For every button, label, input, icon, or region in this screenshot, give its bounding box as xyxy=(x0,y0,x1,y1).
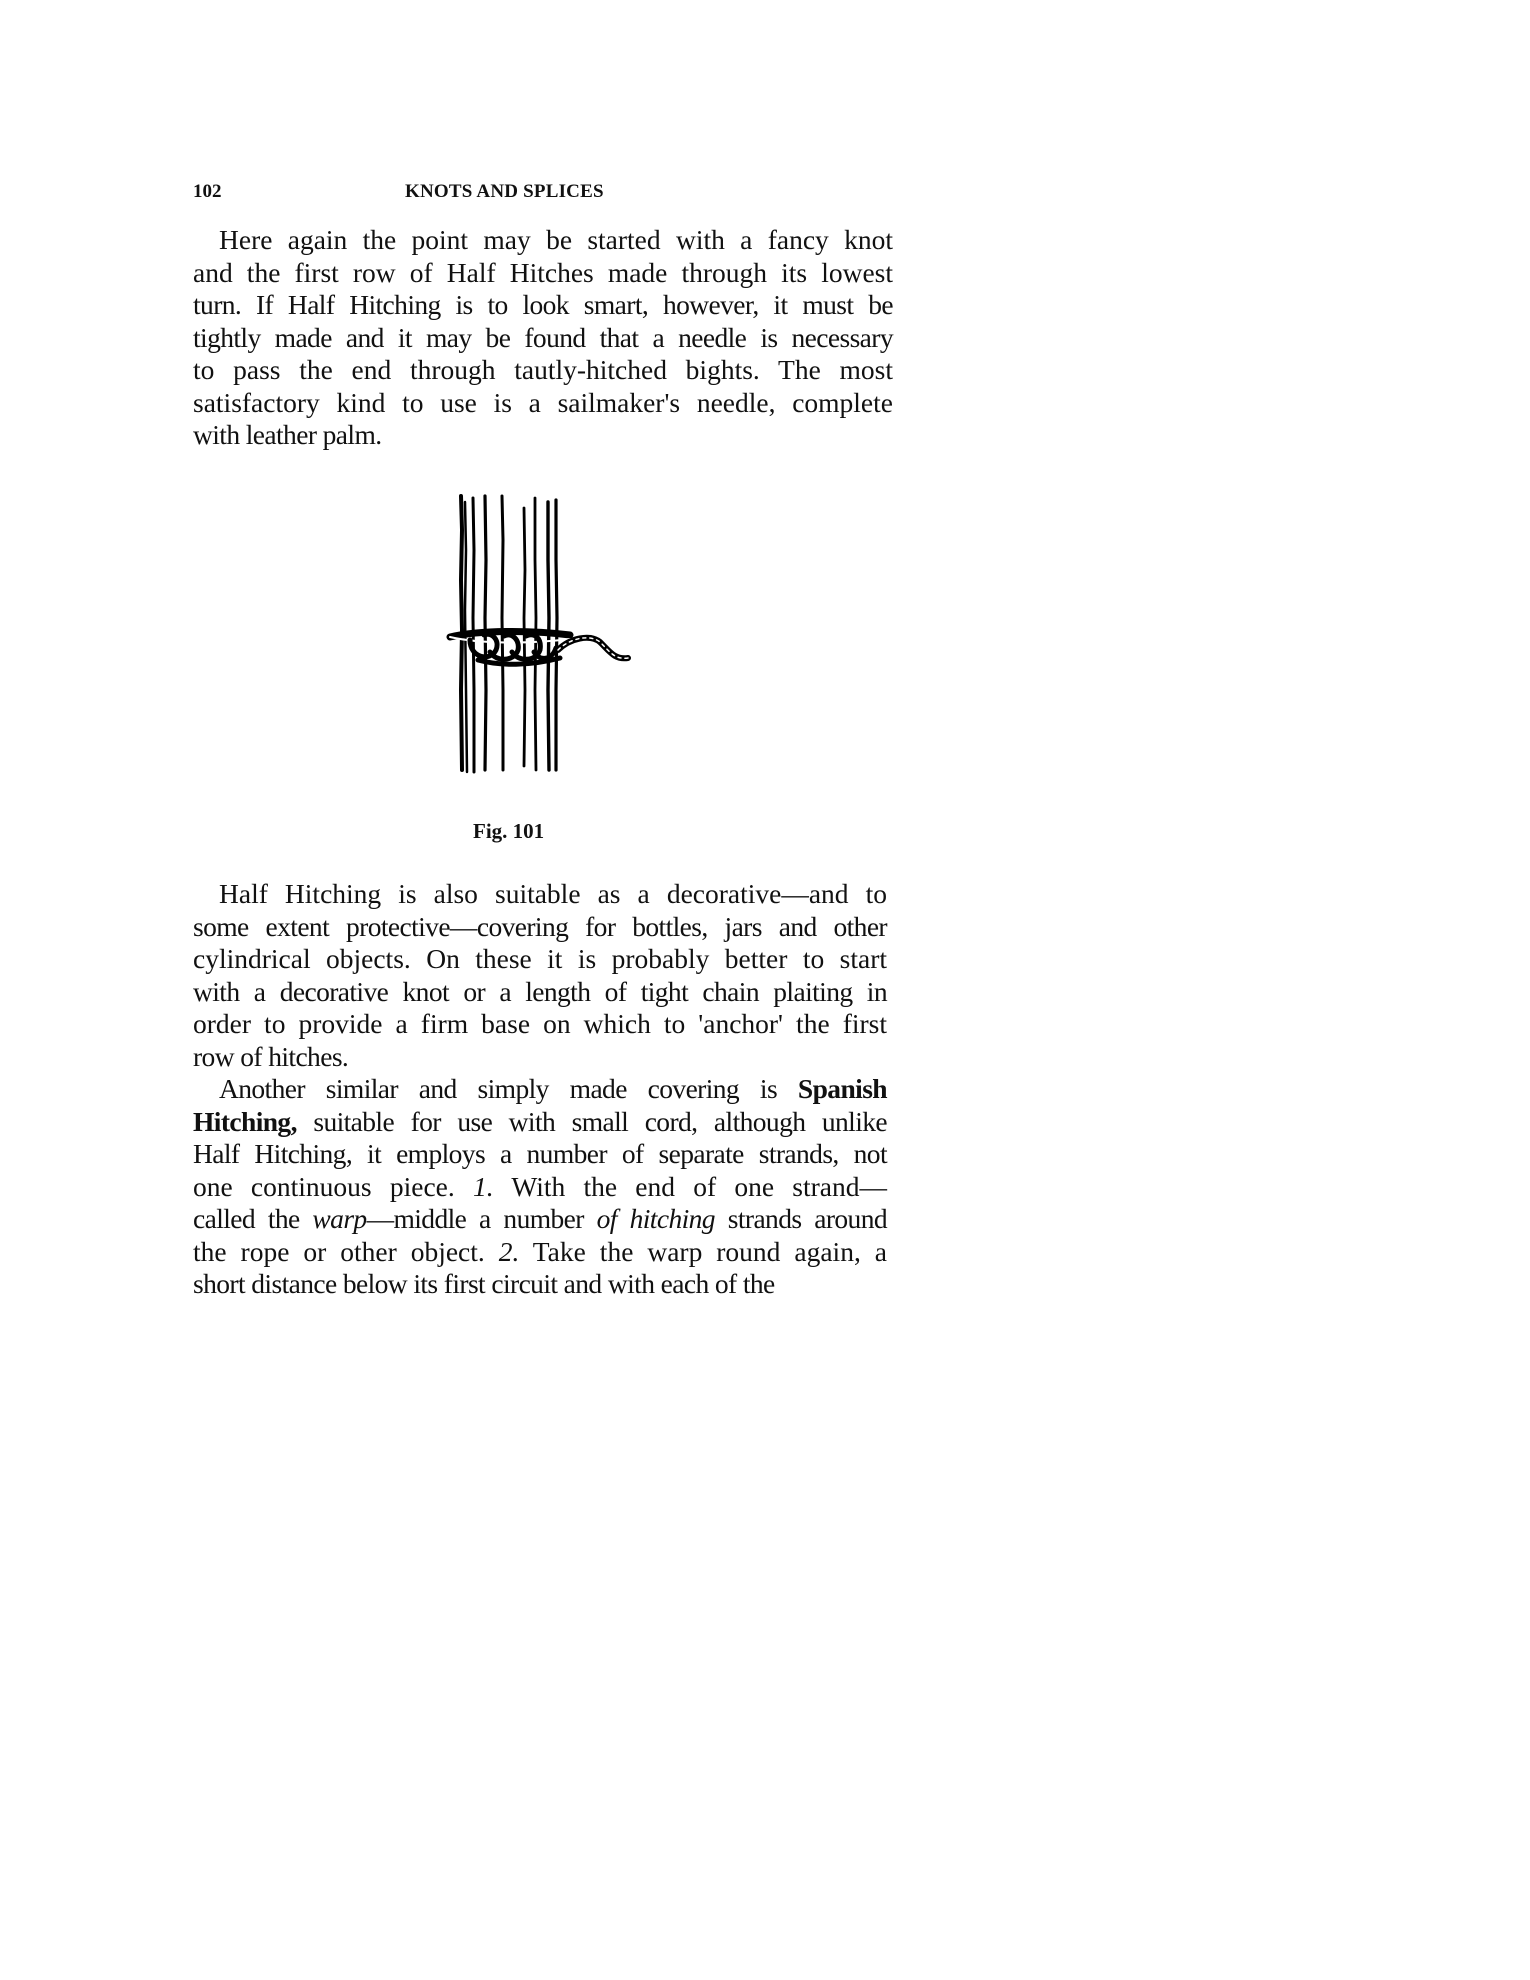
text-line: to pass the end through tautly-hitched bights. The most xyxy=(193,354,893,385)
text-run: Another similar and simply made covering is xyxy=(219,1073,798,1104)
text-line xyxy=(193,1236,887,1269)
figure-101-illustration xyxy=(440,490,640,780)
text-run: one continuous piece. xyxy=(193,1170,473,1202)
term-spanish-hitching: Hitching, xyxy=(193,1105,297,1137)
text-run: With the end of one strand— xyxy=(493,1170,888,1202)
text-line: short distance below its first circuit and with each of the xyxy=(193,1268,775,1299)
text-run: Take the warp round again, a xyxy=(519,1235,887,1267)
step-number: 2. xyxy=(498,1235,520,1267)
text-line: order to provide a firm base on which to 'anchor' the first xyxy=(193,1008,887,1039)
text-line: row of hitches. xyxy=(193,1040,349,1072)
half-hitching-around-rope-icon xyxy=(440,490,640,780)
text-line: satisfactory kind to use is a sailmaker's needle, complete xyxy=(193,386,893,418)
running-head xyxy=(193,180,893,204)
book-title: KNOTS AND SPLICES xyxy=(405,181,604,202)
text-line: and the first row of Half Hitches made through its lowest xyxy=(193,256,893,288)
text-line: Half Hitching, it employs a number of separate strands, not xyxy=(193,1138,887,1169)
text-line: with leather palm. xyxy=(193,419,382,450)
text-line: Here again the point may be started with a fancy knot xyxy=(219,224,893,255)
text-run: —middle a number xyxy=(366,1203,597,1234)
text-line xyxy=(193,1073,887,1106)
text-run: suitable for use with small cord, although unlike xyxy=(296,1105,887,1137)
paragraph-half-hitching-point xyxy=(193,224,893,452)
step-number: 1. xyxy=(472,1170,494,1202)
page-number: 102 xyxy=(193,181,222,202)
text-run: called the xyxy=(193,1203,313,1234)
paragraph-half-hitching-covering xyxy=(193,878,887,1301)
term-warp: warp xyxy=(312,1203,367,1234)
term-spanish-hitching: Spanish xyxy=(797,1073,887,1104)
text-line: cylindrical objects. On these it is probably better to start xyxy=(193,943,887,974)
text-line: some extent protective—covering for bottles, jars and other xyxy=(193,910,887,942)
text-line: with a decorative knot or a length of tight chain plaiting in xyxy=(193,975,887,1007)
text-run: strands around xyxy=(714,1203,887,1234)
text-line: Half Hitching is also suitable as a decorative—and to xyxy=(219,878,887,909)
term-hitching: of hitching xyxy=(596,1203,715,1234)
text-line xyxy=(193,1203,887,1236)
text-line: tightly made and it may be found that a needle is necessary xyxy=(193,321,893,353)
text-run: the rope or other object. xyxy=(193,1235,499,1267)
text-line: turn. If Half Hitching is to look smart, however, it must be xyxy=(193,289,893,320)
text-line xyxy=(193,1106,887,1139)
figure-caption: Fig. 101 xyxy=(473,819,545,843)
text-line xyxy=(193,1171,887,1204)
